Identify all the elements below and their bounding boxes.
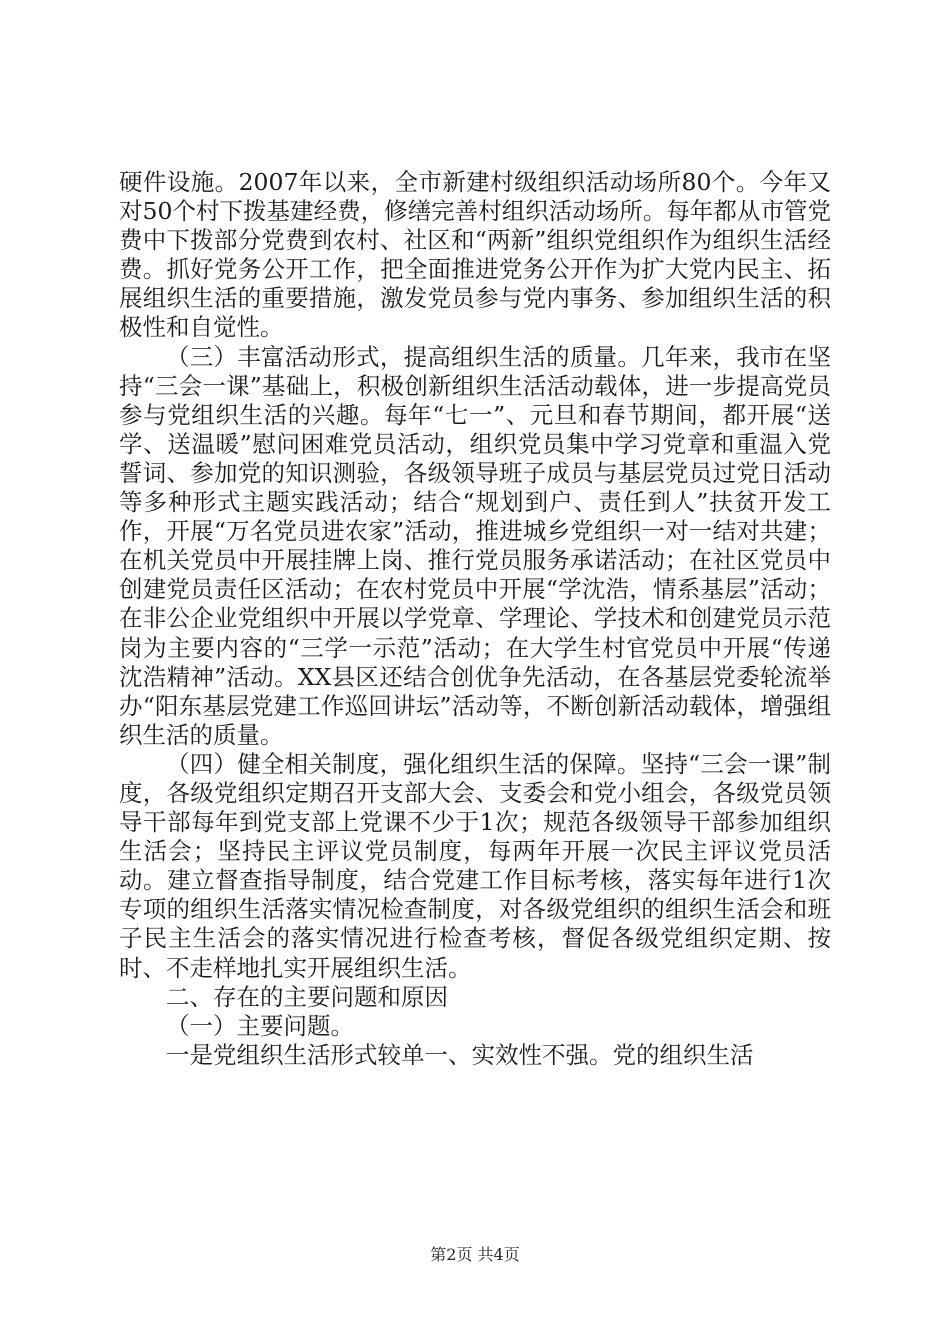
document-body [119,168,831,1070]
paragraph-problem-one: 一是党组织生活形式较单一、实效性不强。党的组织生活 [166,1040,754,1069]
paragraph-continuation: 硬件设施。2007年以来，全市新建村级组织活动场所80个。今年又对50个村下拨基建经费，修缮完善村组织活动场所。每年都从市管党费中下拨部分党费到农村、社区和“两新”组织党组织作为组织生活经费。抓好党务公开工作，把全面推进党务公开作为扩大党内民主、拓展组织生活的重要措施，激发党员参与党内事务、参加组织生活的积极性和自觉性。 [119,168,831,342]
page-footer: 第2页 共4页 [430,1245,520,1264]
paragraph-section-three: （三）丰富活动形式，提高组织生活的质量。几年来，我市在坚持“三会一课”基础上，积极创新组织生活活动载体，进一步提高党员参与党组织生活的兴趣。每年“七一”、元旦和春节期间，都开展“送学、送温暖”慰问困难党员活动，组织党员集中学习党章和重温入党誓词、参加党的知识测验，各级领导班子成员与基层党员过党日活动等多种形式主题实践活动；结合“规划到户、责任到人”扶贫开发工作，开展“万名党员进农家”活动，推进城乡党组织一对一结对共建；在机关党员中开展挂牌上岗、推行党员服务承诺活动；在社区党员中创建党员责任区活动；在农村党员中开展“学沈浩，情系基层”活动；在非公企业党组织中开展以学党章、学理论、学技术和创建党员示范岗为主要内容的“三学一示范”活动；在大学生村官党员中开展“传递沈浩精神”活动。XX县区还结合创优争先活动，在各基层党委轮流举办“阳东基层党建工作巡回讲坛”活动等，不断创新活动载体，增强组织生活的质量。 [119,342,831,749]
heading-main-problems: 二、存在的主要问题和原因 [166,982,448,1011]
paragraph-section-four: （四）健全相关制度，强化组织生活的保障。坚持“三会一课”制度，各级党组织定期召开支部大会、支委会和党小组会，各级党员领导干部每年到党支部上党课不少于1次；规范各级领导干部参加组织生活会；坚持民主评议党员制度，每两年开展一次民主评议党员活动。建立督查指导制度，结合党建工作目标考核，落实每年进行1次专项的组织生活落实情况检查制度，对各级党组织的组织生活会和班子民主生活会的落实情况进行检查考核，督促各级党组织定期、按时、不走样地扎实开展组织生活。 [119,749,831,982]
subheading-problems: （一）主要问题。 [166,1011,354,1040]
